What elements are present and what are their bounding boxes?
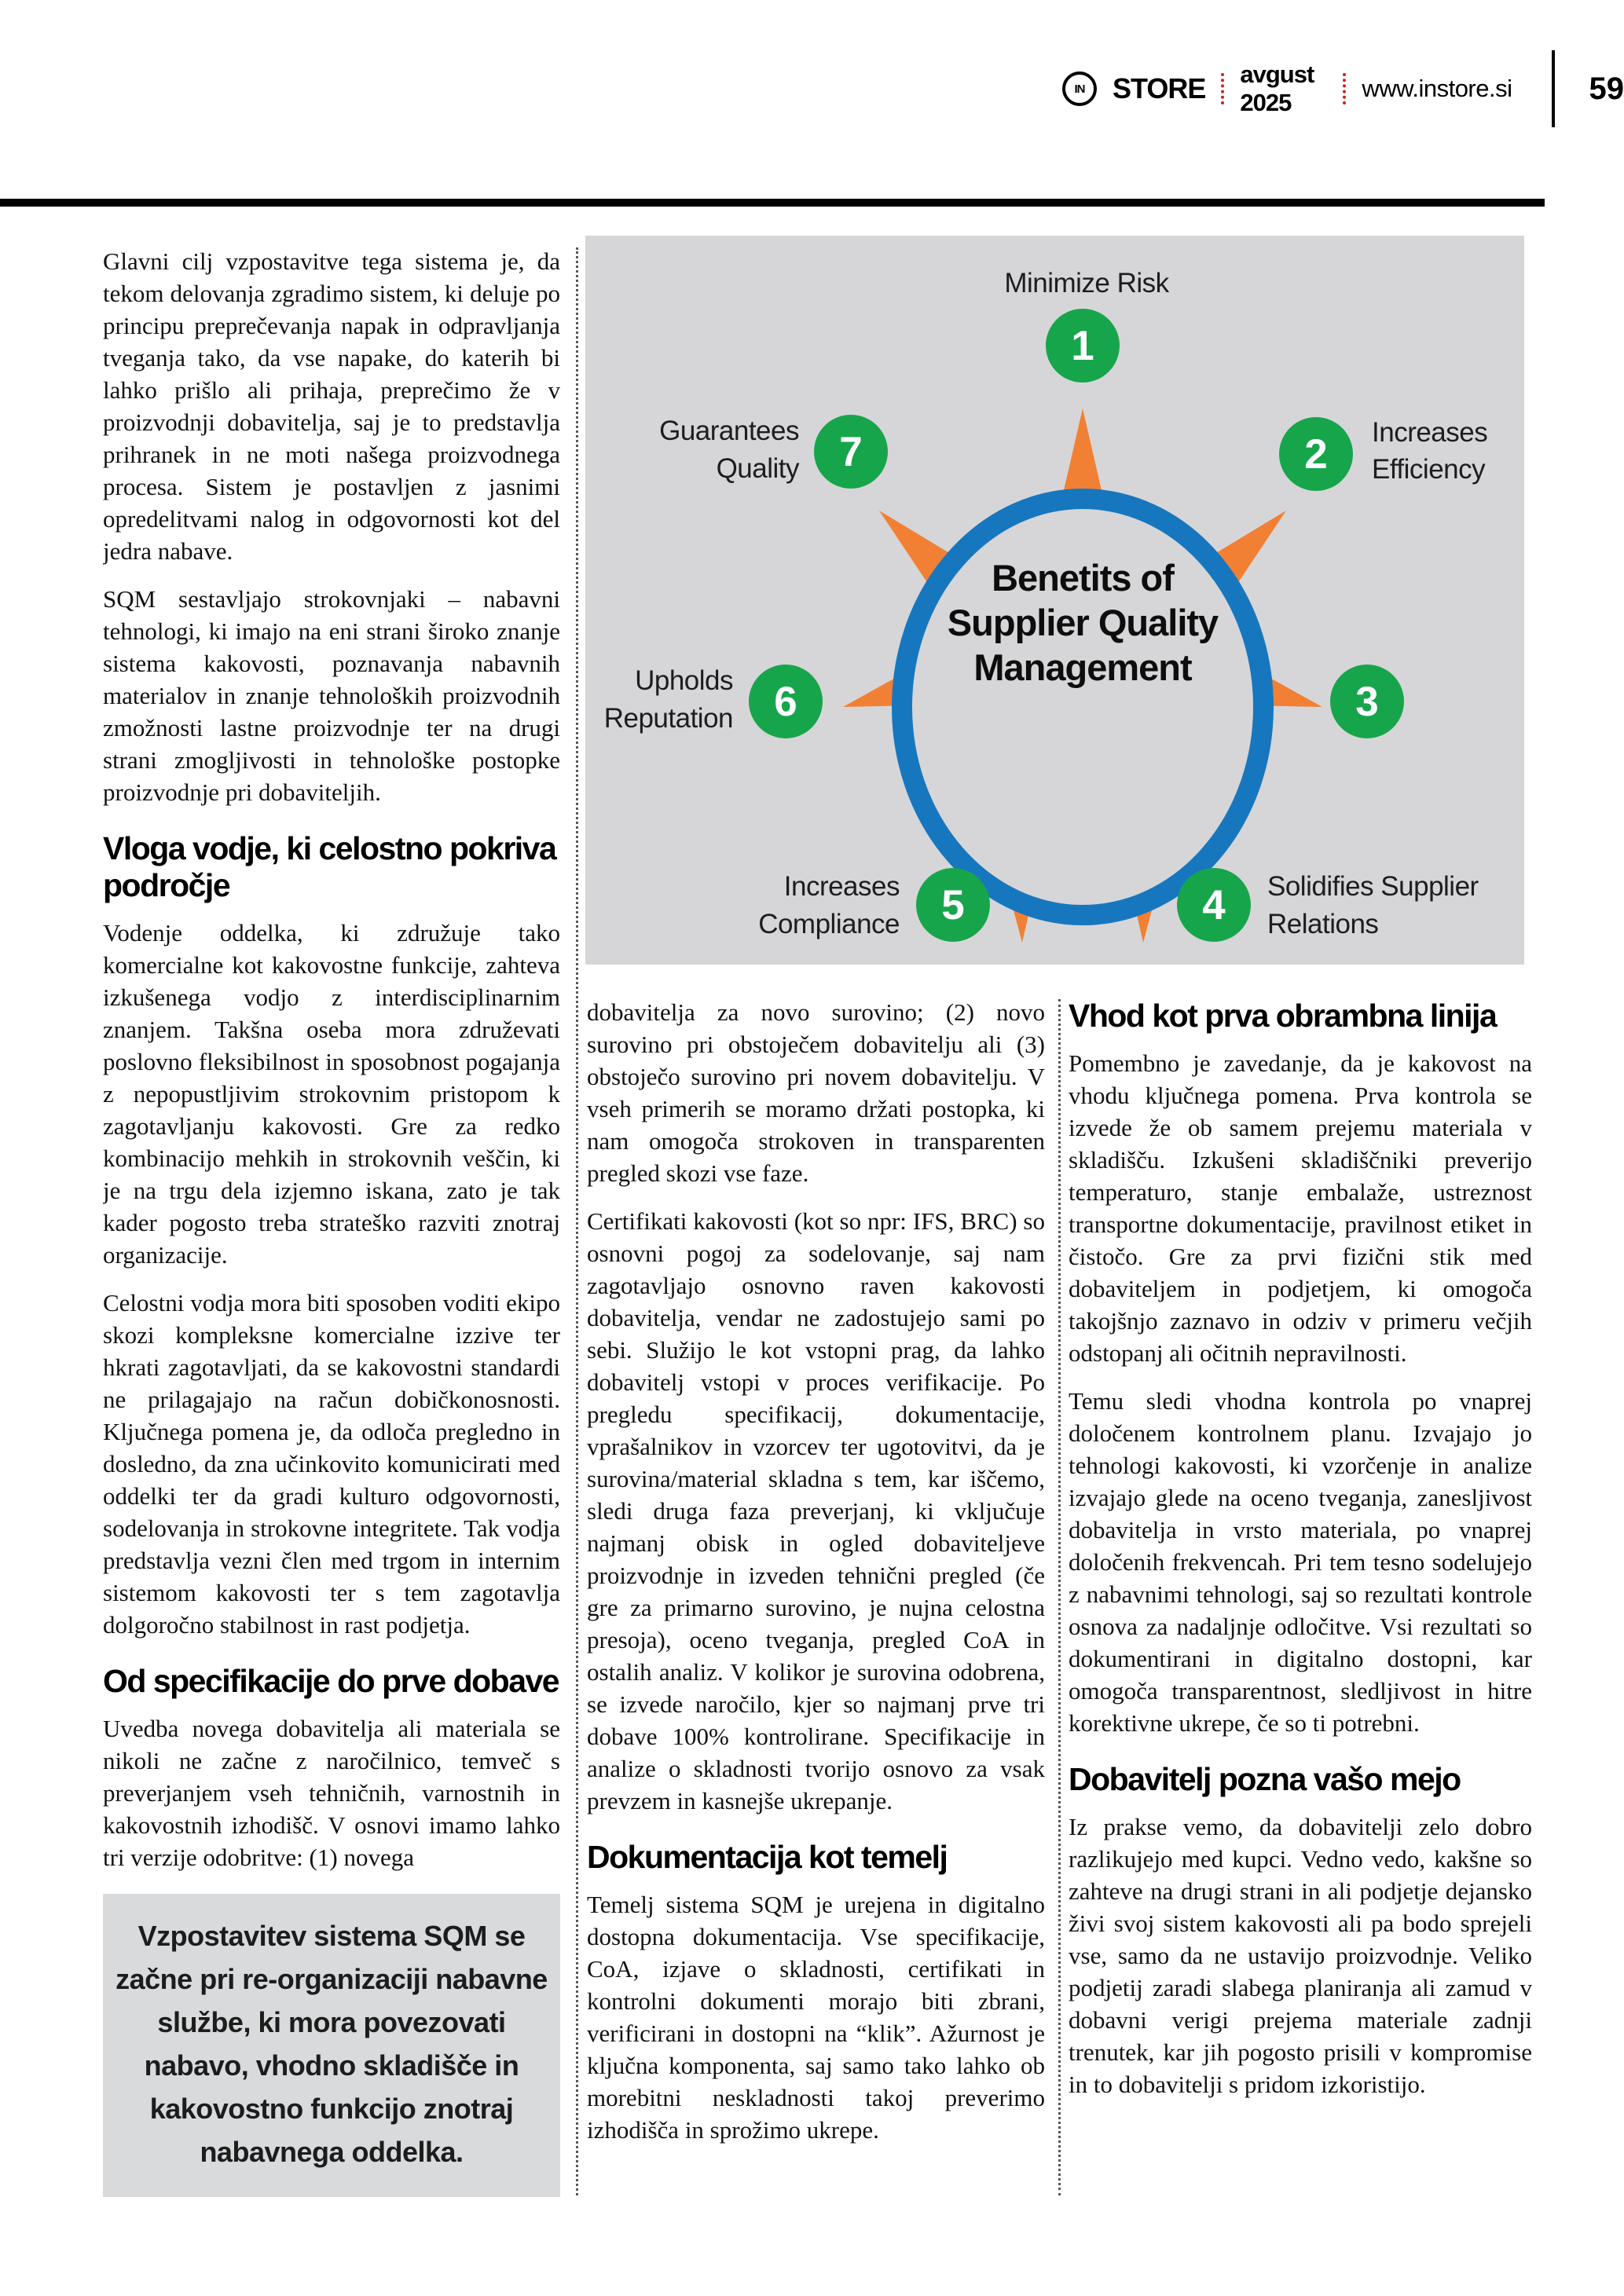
page-number: 59	[1589, 71, 1624, 106]
paragraph: Celostni vodja mora biti sposoben voditi ekipo skozi kompleksne komercialne izzive ter hkrati zagotavljati, da se kakovostni standardi ne prilagajajo na račun dobičkonosnosti. Ključnega pomena je, da odloča pregledno in dosledno, da zna učinkovito komunicirati med oddelki ter da gradi kulturo odgovornosti, sodelovanja in strokovne integritete. Tak vodja predstavlja vezni člen med trgom in internim sistemom kakovosti ter s tem zagotavlja dolgoročno stabilnost in rast podjetja.	[103, 1289, 560, 1639]
header-rule	[0, 199, 1545, 207]
paragraph: Iz prakse vemo, da dobavitelji zelo dobro razlikujejo med kupci. Vedno vedo, kakšne so zahteve na drugi strani in ali podjetje dejansko živi svoj sistem kakovosti ali pa bodo sprejeli vse, samo da ne ustavijo proizvodnje. Veliko podjetij zaradi slabega planiranja ali zamud v dobavni verigi prejema materiale zadnji trenutek, kar jih pogosto prisili v kompromise in to dobavitelji s pridom izkoristijo.	[1069, 1813, 1532, 2098]
paragraph: SQM sestavljajo strokovnjaki – nabavni tehnologi, ki imajo na eni strani široko znanje sistema kakovosti, poznavanja nabavnih materialov in znanje tehnoloških proizvodnih zmožnosti lastne proizvodnje ter na drugi strani zmogljivosti in tehnološke postopke proizvodnje pri dobaviteljih.	[103, 585, 560, 806]
node-label: Increases	[1372, 417, 1488, 448]
header-divider-dotted	[1343, 73, 1346, 104]
header-divider-solid	[1552, 50, 1555, 127]
node-number: 5	[941, 882, 965, 928]
node-number: 4	[1202, 882, 1226, 928]
brand-name: STORE	[1113, 72, 1206, 104]
diagram-title-line1: Benetits of	[992, 557, 1174, 599]
diagram-title-line3: Management	[973, 646, 1192, 688]
paragraph: dobavitelja za novo surovino; (2) novo surovino pri obstoječem dobavitelju ali (3) obstoječo surovino pri novem dobavitelju. V vseh primerih se moramo držati postopka, ki nam omogoča strokoven in transparenten pregled skozi vse faze.	[587, 998, 1045, 1187]
column-divider-left	[576, 247, 578, 2195]
column-2	[587, 996, 1045, 2269]
node-label: Quality	[716, 453, 799, 484]
benefit-node-3	[1330, 665, 1404, 738]
node-label: Guarantees	[659, 416, 799, 446]
column-1	[103, 245, 560, 2272]
diagram-title-line2: Supplier Quality	[947, 602, 1219, 643]
pull-quote-box: Vzpostavitev sistema SQM se začne pri re-organizaciji nabavne službe, ki mora povezovati nabavo, vhodno skladišče in kakovostno funkcijo znotraj nabavnega oddelka.	[103, 1894, 560, 2197]
logo-text: IN	[1074, 82, 1085, 96]
node-label: Upholds	[635, 665, 733, 696]
section-heading: Dokumentacija kot temelj	[587, 1839, 948, 1875]
node-number: 7	[839, 429, 863, 475]
node-number: 2	[1304, 431, 1328, 478]
page-header	[1062, 61, 1624, 116]
paragraph: Temelj sistema SQM je urejena in digitalno dostopna dokumentacija. Vse specifikacije, CoA, izjave o skladnosti, certifikati in kontrolni dokumenti morajo biti zbrani, verificirani in dostopni na “klik”. Ažurnost je ključna komponenta, saj samo tako lahko ob morebitni neskladnosti takoj preverimo izhodišča in sprožimo ukrepe.	[587, 1891, 1045, 2144]
sqm-benefits-diagram	[585, 236, 1524, 965]
paragraph: Uvedba novega dobavitelja ali materiala se nikoli ne začne z naročilnico, temveč s preverjanjem vseh tehničnih, varnostnih in kakovostnih izhodišč. V osnovi imamo lahko tri verzije odobritve: (1) novega	[103, 1715, 560, 1871]
instore-logo-icon	[1062, 71, 1097, 106]
node-number: 1	[1071, 323, 1094, 369]
node-number: 6	[774, 679, 797, 725]
node-label: Efficiency	[1372, 454, 1486, 485]
header-divider-dotted	[1221, 73, 1224, 104]
section-heading: Dobavitelj pozna vašo mejo	[1069, 1761, 1461, 1797]
node-label: Relations	[1267, 909, 1379, 939]
node-label: Reputation	[603, 703, 733, 734]
column-divider-right	[1058, 999, 1061, 2195]
section-heading: Od specifikacije do prve dobave	[103, 1663, 559, 1699]
node-label: Minimize Risk	[1004, 268, 1169, 298]
issue-date: avgust 2025	[1240, 60, 1314, 116]
node-label: Solidifies Supplier	[1267, 871, 1479, 902]
node-label: Increases	[783, 871, 900, 902]
section-heading: Vhod kot prva obrambna linija	[1069, 998, 1497, 1034]
section-heading: Vloga vodje, ki celostno pokriva področje	[103, 830, 556, 903]
website-url: www.instore.si	[1362, 75, 1512, 102]
column-3	[1069, 996, 1532, 2269]
benefit-node-2	[1279, 417, 1487, 491]
paragraph: Glavni cilj vzpostavitve tega sistema je, da tekom delovanja zgradimo sistem, ki deluje po principu preprečevanja napak in odpravljanja tveganja tako, da vse napake, do katerih bi lahko prišlo ali prihaja, preprečimo že v proizvodnji dobavitelja, saj je to predstavlja prihranek in ne moti našega proizvodnega procesa. Sistem je postavljen z jasnimi opredelitvami nalog in odgovornosti kot del jedra nabave.	[103, 247, 560, 565]
paragraph: Pomembno je zavedanje, da je kakovost na vhodu ključnega pomena. Prva kontrola se izvede že ob samem prejemu materiala v skladišču. Izkušeni skladiščniki preverijo temperaturo, stanje embalaže, ustreznost transportne dokumentacije, pravilnost etiket in čistočo. Gre za prvi fizični stik med dobaviteljem in podjetjem, ki omogoča takojšnjo zaznavo in odziv v primeru večjih odstopanj ali očitnih nepravilnosti.	[1069, 1049, 1532, 1367]
paragraph: Certifikati kakovosti (kot so npr: IFS, BRC) so osnovni pogoj za sodelovanje, saj nam zagotavljajo osnovno raven kakovosti dobavitelja, vendar ne zadostujejo sami po sebi. Služijo le kot vstopni prag, da lahko dobavitelj vstopi v proces verifikacije. Po pregledu specifikacij, dokumentacije, vprašalnikov in vzorcev ter ugotovitvi, da je surovina/material skladna s tem, kar iščemo, sledi druga faza preverjanj, ki vključuje najmanj obisk in ogled dobaviteljeve proizvodnje in izveden tehnični pregled (če gre za primarno surovino, je nujna celostna presoja), oceno tveganja, pregled CoA in ostalih analiz. V kolikor je surovina odobrena, se izvede naročilo, kjer so najmanj prve tri dobave 100% kontrolirane. Specifikacije in analize o skladnosti tvorijo osnovo za vsak prevzem in kasnejše ukrepanje.	[587, 1207, 1045, 1814]
node-label: Compliance	[758, 909, 900, 939]
paragraph: Vodenje oddelka, ki združuje tako komercialne kot kakovostne funkcije, zahteva izkušenega vodjo z interdisciplinarnim znanjem. Takšna oseba mora združevati poslovno fleksibilnost in sposobnost pogajanja z nepopustljivim strokovnim pristopom k zagotavljanju kakovosti. Gre za redko kombinacijo mehkih in strokovnih veščin, ki je na trgu dela izjemno iskana, zato je tak kader pogosto treba strateško razviti znotraj organizacije.	[103, 919, 560, 1269]
node-number: 3	[1355, 679, 1379, 725]
paragraph: Temu sledi vhodna kontrola po vnaprej določenem kontrolnem planu. Izvajajo jo tehnologi kakovosti, ki vzorčenje in analize izvajajo glede na oceno tveganja, zanesljivost dobavitelja in vrsto materiala, po vnaprej določenih frekvencah. Pri tem tesno sodelujejo z nabavnimi tehnologi, saj so rezultati kontrole osnova za nadaljnje odločitve. Vsi rezultati so dokumentirani in digitalno dostopni, kar omogoča transparentnost, sledljivost in hitre korektivne ukrepe, če so ti potrebni.	[1069, 1387, 1532, 1737]
